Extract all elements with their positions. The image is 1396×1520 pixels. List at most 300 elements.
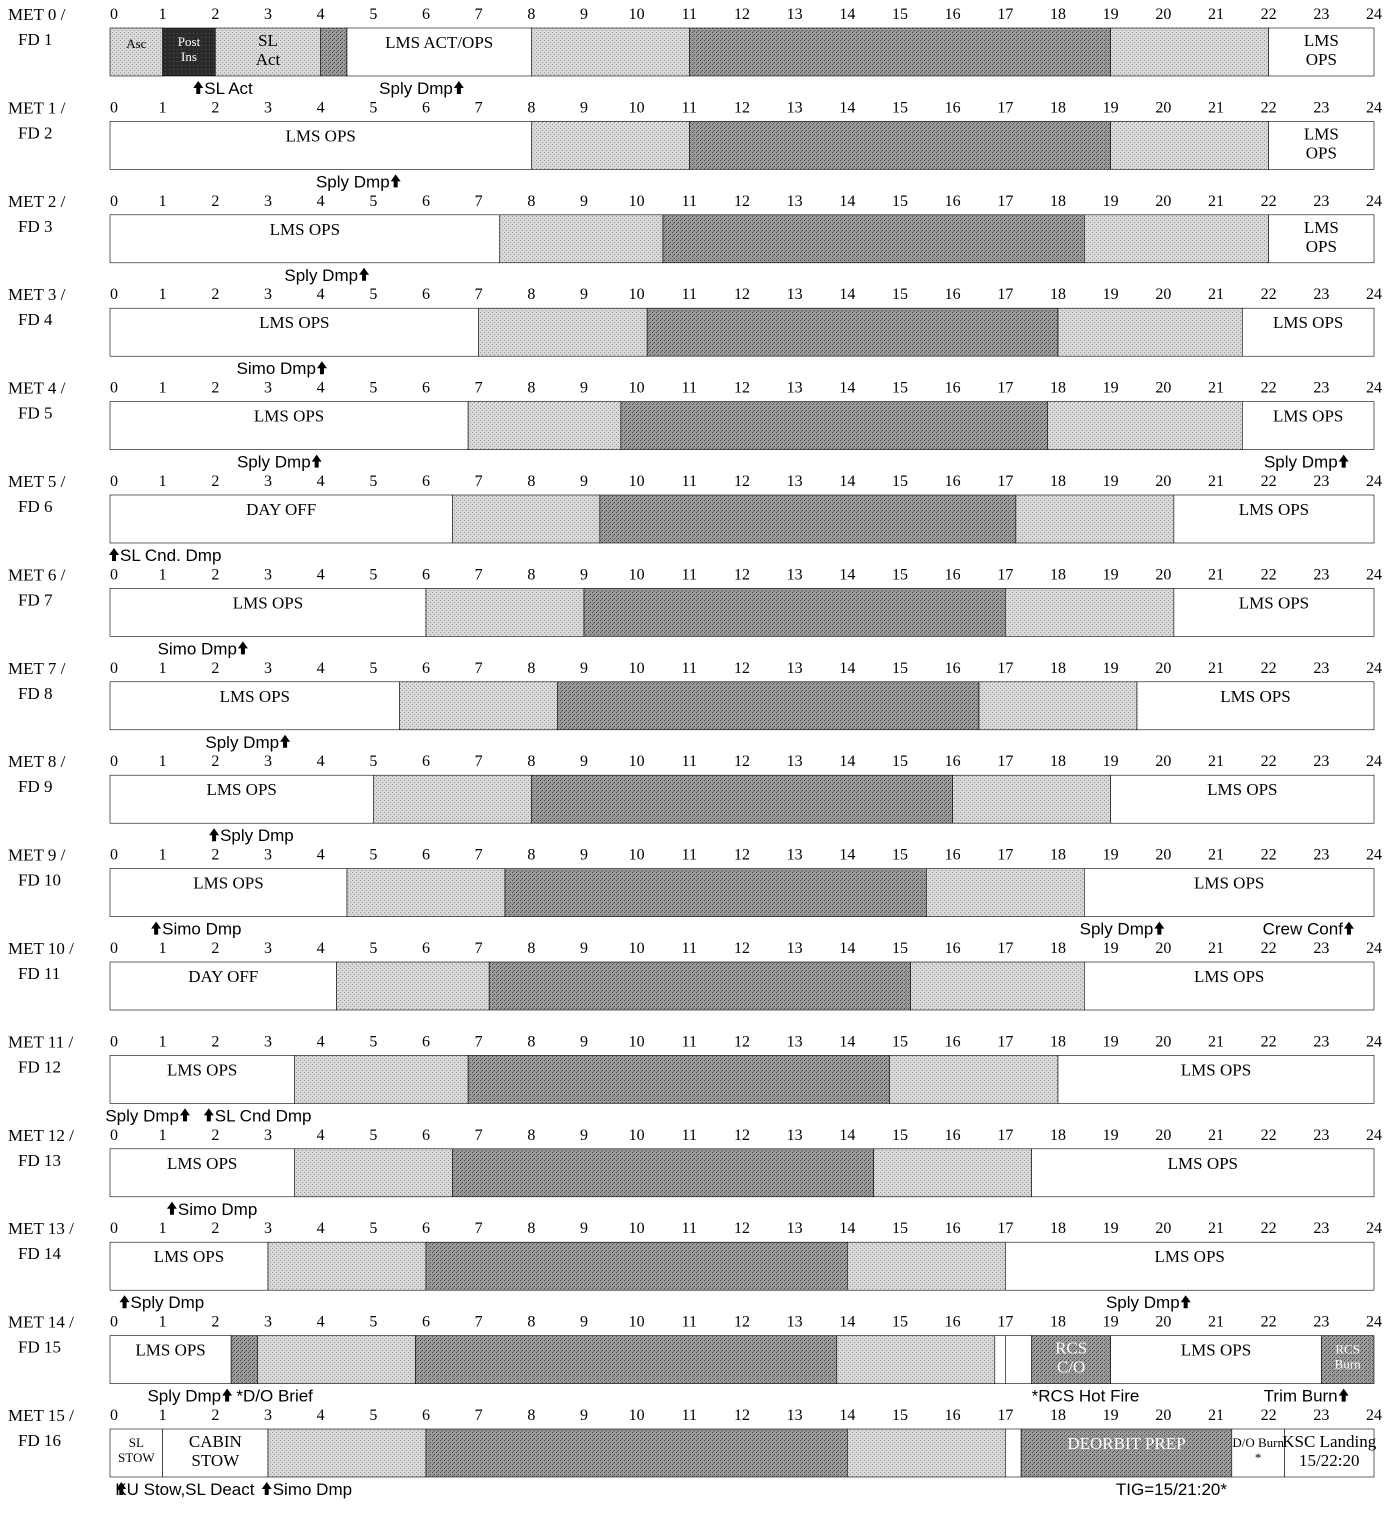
timeline-segment	[479, 308, 648, 356]
hour-tick-label: 17	[997, 286, 1014, 304]
hour-tick-label: 12	[734, 566, 750, 584]
timeline-segment	[584, 588, 1005, 636]
segment-label: LMS OPS	[1238, 593, 1310, 613]
timeline-segment	[336, 962, 489, 1010]
segment-label: LMS OPS	[253, 406, 325, 426]
hour-tick-label: 19	[1102, 99, 1119, 117]
hour-tick-label: 21	[1208, 1313, 1224, 1331]
hour-tick-label: 21	[1208, 659, 1224, 677]
hour-tick-label: 21	[1208, 286, 1224, 304]
hour-tick-label: 4	[316, 1220, 325, 1238]
up-arrow-icon	[280, 735, 290, 748]
hour-tick-label: 18	[1050, 473, 1066, 490]
hour-tick-label: 4	[316, 379, 325, 397]
segment-label: LMS OPS	[166, 1153, 238, 1173]
hour-tick-label: 16	[944, 1126, 961, 1144]
segment-label: LMS OPS	[193, 873, 264, 893]
up-arrow-icon	[312, 455, 322, 468]
segment-label: LMS OPS	[269, 219, 341, 239]
hour-tick-label: 17	[997, 846, 1014, 864]
hour-tick-label: 10	[628, 940, 645, 957]
hour-tick-label: 24	[1366, 1033, 1382, 1051]
timeline-segment	[647, 308, 1058, 356]
segment-label: Asc	[126, 36, 147, 51]
timeline-segment	[874, 1149, 1032, 1197]
hour-tick-label: 15	[892, 659, 908, 677]
hour-tick-label: 13	[786, 1126, 803, 1144]
hour-tick-label: 18	[1050, 1126, 1066, 1144]
hour-tick-label: 5	[369, 379, 378, 397]
hour-tick-label: 3	[264, 99, 272, 117]
hour-tick-label: 13	[786, 192, 803, 210]
hour-tick-label: 7	[474, 286, 483, 304]
hour-tick-label: 2	[211, 1033, 220, 1051]
fd-label: FD 4	[18, 310, 53, 330]
timeline-segment	[257, 1336, 415, 1384]
hour-tick-label: 5	[369, 286, 378, 304]
hour-tick-label: 23	[1313, 846, 1330, 864]
segment-label: LMS OPS	[259, 313, 330, 333]
timeline-segment	[426, 1242, 847, 1290]
timeline-row	[8, 1219, 1382, 1312]
hour-tick-label: 11	[681, 1407, 698, 1424]
hour-tick-label: 4	[316, 99, 325, 117]
hour-tick-label: 15	[892, 1126, 908, 1144]
hour-tick-label: 18	[1050, 1407, 1066, 1424]
timeline-row	[8, 1126, 1382, 1219]
hour-tick-label: 13	[786, 846, 803, 864]
up-arrow-icon	[1339, 1389, 1349, 1402]
hour-tick-label: 20	[1155, 379, 1172, 397]
hour-tick-label: 22	[1260, 192, 1277, 210]
timeline-row	[8, 285, 1382, 378]
hour-tick-label: 18	[1050, 192, 1066, 210]
timeline-segment	[926, 869, 1084, 917]
hour-tick-label: 3	[264, 1313, 272, 1331]
timeline-segment	[426, 588, 584, 636]
segment-label: LMS OPS	[1167, 1153, 1239, 1173]
hour-tick-label: 18	[1050, 940, 1066, 957]
hour-tick-label: 20	[1155, 1033, 1172, 1051]
hour-tick-label: 9	[580, 192, 588, 210]
up-arrow-icon	[1339, 455, 1349, 468]
timeline-segment	[400, 682, 558, 730]
fd-label: FD 5	[18, 403, 53, 423]
timeline-annotation: Sply Dmp	[379, 79, 453, 98]
hour-tick-label: 0	[110, 473, 118, 490]
segment-label: LMS ACT/OPS	[385, 33, 494, 52]
fd-label: FD 9	[18, 777, 53, 797]
hour-tick-label: 16	[944, 566, 961, 584]
up-arrow-icon	[167, 1202, 177, 1215]
timeline-rows	[8, 5, 1382, 1499]
fd-label: FD 3	[18, 216, 53, 236]
timeline-segment	[347, 869, 505, 917]
hour-tick-label: 9	[580, 379, 588, 397]
fd-label: FD 11	[18, 964, 61, 983]
timeline-annotation: Sply Dmp	[315, 172, 390, 192]
hour-tick-label: 17	[997, 1126, 1014, 1144]
hour-tick-label: 14	[839, 846, 856, 864]
hour-tick-label: 12	[734, 286, 750, 304]
hour-tick-label: 9	[580, 1126, 588, 1144]
hour-tick-label: 3	[264, 566, 272, 584]
hour-tick-label: 11	[681, 192, 698, 210]
hour-tick-label: 18	[1050, 6, 1066, 23]
hour-tick-label: 13	[786, 379, 803, 397]
timeline-annotation: Sply Dmp	[205, 732, 280, 752]
hour-tick-label: 14	[839, 566, 856, 584]
hour-tick-label: 14	[839, 659, 856, 677]
hour-tick-label: 22	[1260, 1220, 1277, 1238]
hour-tick-label: 14	[839, 1033, 856, 1051]
hour-tick-label: 15	[892, 99, 908, 117]
up-arrow-icon	[1181, 1295, 1191, 1308]
hour-tick-label: 8	[527, 1033, 536, 1051]
hour-tick-label: 12	[734, 753, 750, 771]
hour-tick-label: 3	[264, 192, 272, 210]
segment-label: LMS OPS	[1303, 217, 1339, 256]
hour-tick-label: 6	[422, 1407, 430, 1424]
hour-tick-label: 2	[211, 1313, 220, 1331]
hour-tick-label: 23	[1313, 192, 1330, 210]
hour-tick-label: 11	[681, 286, 698, 304]
hour-tick-label: 4	[316, 940, 325, 957]
fd-label: FD 10	[18, 870, 61, 890]
hour-tick-label: 10	[628, 1313, 645, 1331]
hour-tick-label: 24	[1366, 473, 1382, 490]
hour-tick-label: 10	[628, 473, 645, 490]
met-label: MET 15 /	[8, 1406, 74, 1425]
hour-tick-label: 9	[580, 1407, 588, 1424]
hour-tick-label: 18	[1050, 286, 1066, 304]
hour-tick-label: 24	[1366, 1126, 1382, 1144]
hour-tick-label: 22	[1260, 473, 1277, 490]
timeline-row	[8, 472, 1382, 565]
hour-tick-label: 5	[369, 1126, 378, 1144]
fd-label: FD 6	[18, 497, 53, 516]
hour-tick-label: 3	[264, 940, 272, 957]
hour-tick-label: 10	[628, 1033, 645, 1051]
hour-tick-label: 6	[422, 99, 430, 117]
hour-tick-label: 22	[1260, 379, 1277, 397]
hour-tick-label: 20	[1155, 1126, 1172, 1144]
hour-tick-label: 13	[786, 659, 803, 677]
hour-tick-label: 8	[527, 286, 536, 304]
timeline-annotation: KU Stow,SL Deact	[115, 1480, 255, 1499]
hour-tick-label: 0	[110, 753, 118, 771]
segment-label: KSC Landing 15/22:20	[1282, 1432, 1377, 1470]
hour-tick-label: 12	[734, 659, 750, 677]
segment-label: LMS OPS	[206, 780, 277, 800]
hour-tick-label: 17	[997, 1220, 1014, 1238]
hour-tick-label: 9	[580, 1313, 588, 1331]
hour-tick-label: 7	[474, 99, 483, 117]
hour-tick-label: 5	[369, 1033, 378, 1051]
hour-tick-label: 22	[1260, 286, 1277, 304]
hour-tick-label: 19	[1102, 6, 1119, 23]
hour-tick-label: 16	[944, 379, 961, 397]
hour-tick-label: 14	[839, 473, 856, 490]
hour-tick-label: 9	[580, 473, 588, 490]
hour-tick-label: 10	[628, 753, 645, 771]
hour-tick-label: 21	[1208, 566, 1224, 584]
timeline-annotation: SL Act	[204, 79, 253, 98]
hour-tick-label: 11	[681, 6, 698, 23]
hour-tick-label: 15	[892, 1313, 908, 1331]
hour-tick-label: 20	[1155, 753, 1172, 771]
hour-tick-label: 10	[628, 846, 645, 864]
hour-tick-label: 7	[474, 1126, 483, 1144]
hour-tick-label: 4	[316, 1126, 325, 1144]
hour-tick-label: 16	[944, 99, 961, 117]
hour-tick-label: 12	[734, 6, 750, 23]
hour-tick-label: 4	[316, 1313, 325, 1331]
hour-tick-label: 18	[1050, 1313, 1066, 1331]
segment-label: LMS OPS	[1180, 1340, 1252, 1360]
hour-tick-label: 7	[474, 473, 483, 490]
timeline-segment	[531, 28, 689, 76]
fd-label: FD 8	[18, 683, 53, 703]
hour-tick-label: 18	[1050, 753, 1066, 771]
hour-tick-label: 10	[628, 659, 645, 677]
hour-tick-label: 12	[734, 1126, 750, 1144]
hour-tick-label: 5	[369, 473, 378, 490]
hour-tick-label: 7	[474, 846, 483, 864]
timeline-segment	[953, 775, 1111, 823]
timeline-segment	[995, 1336, 1006, 1384]
hour-tick-label: 1	[158, 566, 167, 584]
timeline-row	[8, 379, 1382, 472]
hour-tick-label: 9	[580, 846, 588, 864]
met-label: MET 13 /	[8, 1219, 74, 1239]
hour-tick-label: 6	[422, 659, 430, 677]
hour-tick-label: 19	[1102, 473, 1119, 490]
hour-tick-label: 10	[628, 192, 645, 210]
met-label: MET 14 /	[8, 1312, 74, 1332]
met-label: MET 6 /	[8, 565, 66, 585]
hour-tick-label: 13	[786, 99, 803, 117]
hour-tick-label: 7	[474, 1407, 483, 1424]
timeline-annotation: *RCS Hot Fire	[1031, 1386, 1140, 1406]
hour-tick-label: 6	[422, 1313, 430, 1331]
hour-tick-label: 22	[1260, 753, 1277, 771]
hour-tick-label: 13	[786, 566, 803, 584]
hour-tick-label: 13	[786, 473, 803, 490]
hour-tick-label: 4	[316, 1033, 325, 1051]
up-arrow-icon	[1154, 922, 1164, 935]
hour-tick-label: 24	[1366, 379, 1382, 397]
hour-tick-label: 1	[158, 99, 167, 117]
hour-tick-label: 0	[110, 1407, 118, 1424]
hour-tick-label: 23	[1313, 99, 1330, 117]
hour-tick-label: 19	[1102, 192, 1119, 210]
hour-tick-label: 10	[628, 286, 645, 304]
hour-tick-label: 11	[681, 99, 698, 117]
hour-tick-label: 16	[944, 286, 961, 304]
segment-label: LMS OPS	[1220, 686, 1291, 706]
hour-tick-label: 2	[211, 6, 220, 23]
hour-tick-label: 12	[734, 1033, 750, 1051]
hour-tick-label: 23	[1313, 566, 1330, 584]
hour-tick-label: 20	[1155, 286, 1172, 304]
hour-tick-label: 4	[316, 566, 325, 584]
hour-tick-label: 21	[1208, 1220, 1224, 1238]
timeline-row	[8, 939, 1382, 1010]
hour-tick-label: 12	[734, 1407, 750, 1424]
hour-tick-label: 11	[681, 473, 698, 490]
met-label: MET 8 /	[8, 752, 66, 772]
up-arrow-icon	[359, 268, 369, 281]
hour-tick-label: 3	[264, 1033, 272, 1051]
segment-label: LMS OPS	[153, 1247, 225, 1267]
hour-tick-label: 16	[944, 1407, 961, 1424]
hour-tick-label: 14	[839, 1220, 856, 1238]
segment-label: LMS OPS	[285, 126, 356, 146]
timeline-annotation: Simo Dmp	[157, 639, 237, 659]
hour-tick-label: 15	[892, 379, 908, 397]
up-arrow-icon	[454, 81, 464, 94]
hour-tick-label: 23	[1313, 940, 1330, 957]
timeline-row	[8, 1032, 1382, 1125]
hour-tick-label: 18	[1050, 99, 1066, 117]
segment-label: LMS OPS	[1303, 31, 1339, 69]
timeline-segment	[452, 1149, 873, 1197]
hour-tick-label: 17	[997, 99, 1014, 117]
hour-tick-label: 24	[1366, 1220, 1382, 1238]
hour-tick-label: 1	[158, 846, 167, 864]
hour-tick-label: 7	[474, 6, 483, 23]
hour-tick-label: 12	[734, 379, 750, 397]
up-arrow-icon	[109, 548, 119, 561]
timeline-annotation: Trim Burn	[1263, 1386, 1338, 1406]
hour-tick-label: 24	[1366, 1407, 1382, 1424]
timeline-annotation: SL Cnd. Dmp	[120, 546, 222, 565]
hour-tick-label: 21	[1208, 99, 1224, 117]
hour-tick-label: 1	[158, 659, 167, 677]
hour-tick-label: 9	[580, 6, 588, 23]
hour-tick-label: 9	[580, 940, 588, 957]
segment-label: LMS OPS	[1303, 124, 1339, 163]
timeline-segment	[1058, 308, 1242, 356]
hour-tick-label: 4	[316, 659, 325, 677]
up-arrow-icon	[1344, 922, 1354, 935]
hour-tick-label: 9	[580, 1033, 588, 1051]
timeline-annotation: Crew Conf	[1262, 919, 1343, 939]
timeline-segment	[505, 869, 926, 917]
segment-label: LMS OPS	[1238, 500, 1310, 519]
hour-tick-label: 22	[1260, 1407, 1277, 1424]
hour-tick-label: 10	[628, 1126, 645, 1144]
hour-tick-label: 21	[1208, 379, 1224, 397]
hour-tick-label: 0	[110, 1126, 118, 1144]
hour-tick-label: 4	[316, 192, 325, 210]
hour-tick-label: 10	[628, 379, 645, 397]
timeline-segment	[600, 495, 1016, 543]
hour-tick-label: 14	[839, 940, 856, 957]
up-arrow-icon	[317, 361, 327, 374]
fd-label: FD 15	[18, 1337, 61, 1357]
met-label: MET 9 /	[8, 845, 66, 865]
hour-tick-label: 24	[1366, 192, 1382, 210]
hour-tick-label: 19	[1102, 753, 1119, 771]
hour-tick-label: 7	[474, 753, 483, 771]
hour-tick-label: 5	[369, 1313, 378, 1331]
hour-tick-label: 24	[1366, 1313, 1382, 1331]
hour-tick-label: 3	[264, 1407, 272, 1424]
hour-tick-label: 5	[369, 846, 378, 864]
hour-tick-label: 21	[1208, 846, 1224, 864]
up-arrow-icon	[180, 1108, 190, 1121]
hour-tick-label: 20	[1155, 6, 1172, 23]
hour-tick-label: 22	[1260, 659, 1277, 677]
hour-tick-label: 20	[1155, 99, 1172, 117]
hour-tick-label: 17	[997, 1407, 1014, 1424]
fd-label: FD 12	[18, 1057, 61, 1077]
hour-tick-label: 3	[264, 659, 272, 677]
segment-label: CABIN STOW	[188, 1432, 242, 1470]
hour-tick-label: 19	[1102, 940, 1119, 957]
hour-tick-label: 10	[628, 566, 645, 584]
timeline-annotation: Sply Dmp	[105, 1106, 179, 1126]
timeline-annotation: Sply Dmp	[284, 265, 359, 285]
hour-tick-label: 11	[681, 659, 698, 677]
hour-tick-label: 23	[1313, 379, 1330, 397]
hour-tick-label: 11	[681, 940, 698, 957]
timeline-row	[8, 5, 1382, 98]
hour-tick-label: 9	[580, 286, 588, 304]
hour-tick-label: 18	[1050, 379, 1066, 397]
met-label: MET 12 /	[8, 1125, 74, 1145]
segment-label: LMS OPS	[219, 686, 291, 706]
hour-tick-label: 5	[369, 1407, 378, 1424]
segment-label: LMS OPS	[135, 1340, 206, 1360]
hour-tick-label: 24	[1366, 566, 1382, 584]
timeline-segment	[689, 28, 1110, 76]
segment-label: Post Ins	[177, 34, 201, 64]
timeline-segment	[911, 962, 1085, 1010]
met-label: MET 4 /	[8, 378, 66, 398]
hour-tick-label: 20	[1155, 846, 1172, 864]
hour-tick-label: 15	[892, 6, 908, 23]
hour-tick-label: 15	[892, 846, 908, 864]
segment-label: LMS OPS	[1272, 406, 1344, 426]
timeline-segment	[268, 1429, 426, 1477]
hour-tick-label: 1	[158, 1033, 167, 1051]
hour-tick-label: 23	[1313, 473, 1330, 490]
hour-tick-label: 22	[1260, 1313, 1277, 1331]
hour-tick-label: 5	[369, 753, 378, 771]
hour-tick-label: 8	[527, 753, 536, 771]
hour-tick-label: 2	[211, 1220, 220, 1238]
up-arrow-icon	[204, 1108, 214, 1121]
timeline-segment	[426, 1429, 847, 1477]
hour-tick-label: 18	[1050, 1033, 1066, 1051]
timeline-segment	[231, 1336, 257, 1384]
timeline-row	[8, 1406, 1382, 1499]
hour-tick-label: 24	[1366, 753, 1382, 771]
hour-tick-label: 2	[211, 846, 220, 864]
hour-tick-label: 10	[628, 1220, 645, 1238]
hour-tick-label: 15	[892, 286, 908, 304]
hour-tick-label: 17	[997, 6, 1014, 23]
segment-label: D/O Burn *	[1232, 1435, 1284, 1465]
hour-tick-label: 8	[527, 940, 536, 957]
hour-tick-label: 0	[110, 1220, 118, 1238]
hour-tick-label: 0	[110, 286, 118, 304]
hour-tick-label: 21	[1208, 753, 1224, 771]
hour-tick-label: 23	[1313, 659, 1330, 677]
